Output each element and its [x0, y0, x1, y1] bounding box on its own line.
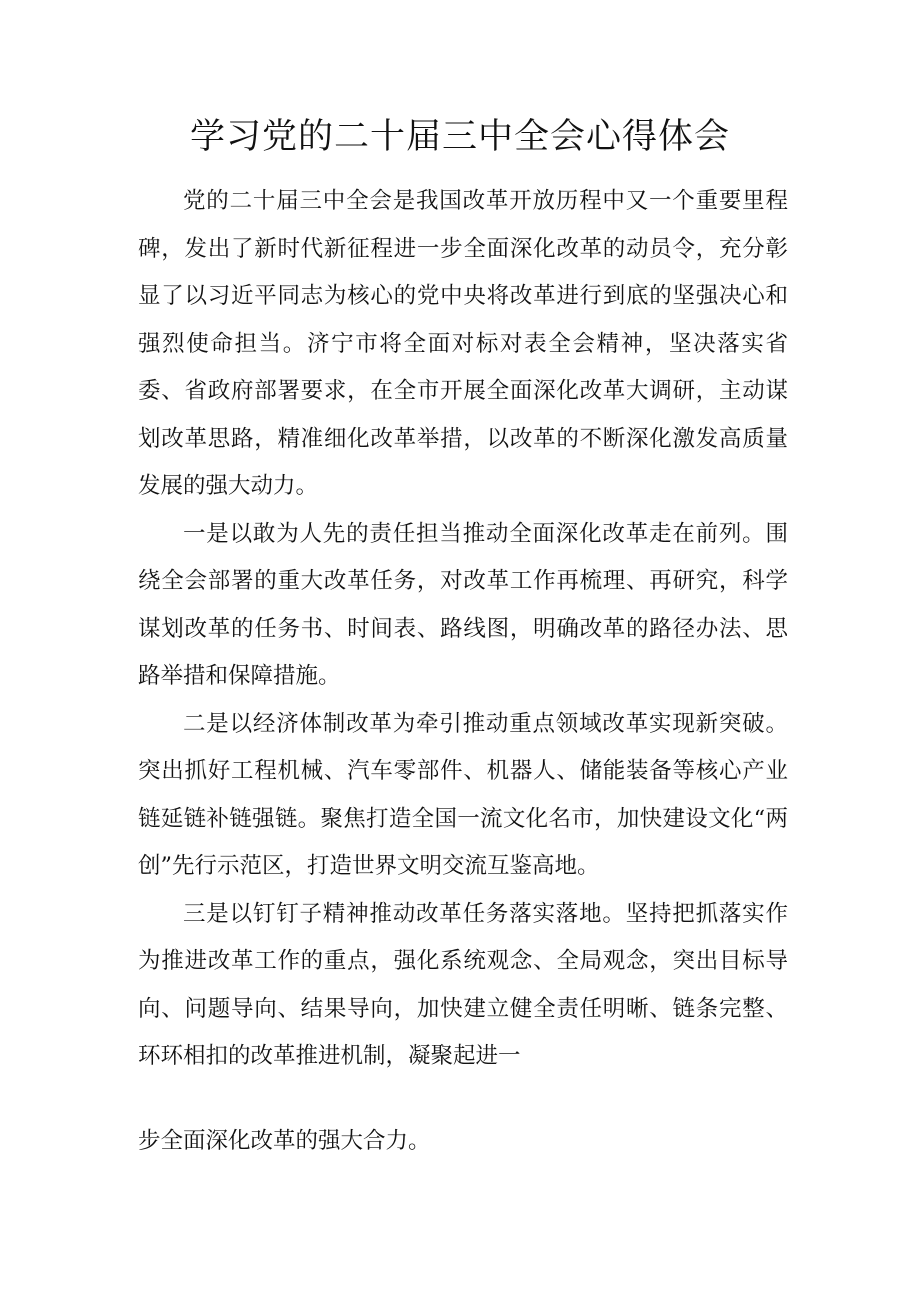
paragraph-point-three: 三是以钉钉子精神推动改革任务落实落地。坚持把抓落实作为推进改革工作的重点，强化系统观念、全局观念，突出目标导向、问题导向、结果导向，加快建立健全责任明晰、链条完整、环环相扣的改革推进机制，凝聚起进一	[138, 900, 788, 1069]
document-title: 学习党的二十届三中全会心得体会	[189, 117, 730, 157]
paragraph-point-one: 一是以敢为人先的责任担当推动全面深化改革走在前列。围绕全会部署的重大改革任务，对改革工作再梳理、再研究，科学谋划改革的任务书、时间表、路线图，明确改革的路径办法、思路举措和保障措施。	[138, 520, 788, 689]
document-body	[138, 178, 788, 1081]
paragraph-intro: 党的二十届三中全会是我国改革开放历程中又一个重要里程碑，发出了新时代新征程进一步全面深化改革的动员令，充分彰显了以习近平同志为核心的党中央将改革进行到底的坚强决心和强烈使命担当。济宁市将全面对标对表全会精神，坚决落实省委、省政府部署要求，在全市开展全面深化改革大调研，主动谋划改革思路，精准细化改革举措，以改革的不断深化激发高质量发展的强大动力。	[138, 188, 788, 499]
paragraph-tail-line: 步全面深化改革的强大合力。	[138, 1128, 431, 1154]
paragraph-point-two: 二是以经济体制改革为牵引推动重点领域改革实现新突破。突出抓好工程机械、汽车零部件、机器人、储能装备等核心产业链延链补链强链。聚焦打造全国一流文化名市，加快建设文化“两创”先行示范区，打造世界文明交流互鉴高地。	[138, 710, 788, 879]
